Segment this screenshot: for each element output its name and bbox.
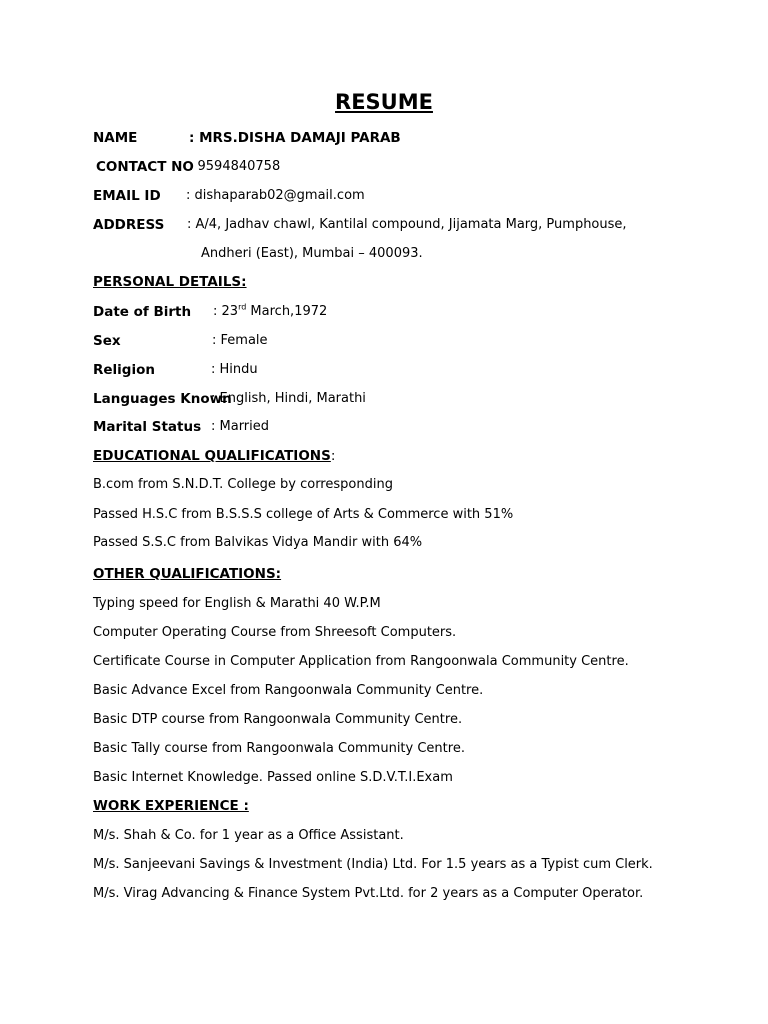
list-item: B.com from S.N.D.T. College by corresponding [93, 477, 393, 492]
list-item: Passed H.S.C from B.S.S.S college of Arts & Commerce with 51% [93, 507, 514, 522]
languages-value: : English, Hindi, Marathi [211, 391, 366, 406]
sex-value: : Female [212, 333, 268, 348]
list-item: Basic Advance Excel from Rangoonwala Community Centre. [93, 683, 484, 698]
email-value: : dishaparab02@gmail.com [186, 188, 365, 203]
sex-label: Sex [93, 333, 121, 349]
list-item: M/s. Virag Advancing & Finance System Pvt.Ltd. for 2 years as a Computer Operator. [93, 886, 644, 901]
list-item: Computer Operating Course from Shreesoft Computers. [93, 625, 457, 640]
contact-label: CONTACT NO [96, 159, 194, 175]
marital-value: : Married [211, 419, 270, 434]
list-item: Basic DTP course from Rangoonwala Community Centre. [93, 712, 463, 727]
list-item: M/s. Shah & Co. for 1 year as a Office Assistant. [93, 828, 404, 843]
languages-label: Languages Known [93, 391, 232, 407]
dob-label: Date of Birth [93, 304, 192, 320]
contact-value: : 9594840758 [189, 159, 281, 174]
personal-details-heading: PERSONAL DETAILS: [93, 274, 247, 290]
address-line-2: Andheri (East), Mumbai – 400093. [201, 246, 423, 261]
resume-title: RESUME [335, 90, 433, 114]
religion-label: Religion [93, 362, 155, 378]
religion-value: : Hindu [211, 362, 258, 377]
marital-label: Marital Status [93, 419, 202, 435]
dob-value: : 23rd March,1972 [213, 302, 328, 319]
list-item: Certificate Course in Computer Application from Rangoonwala Community Centre. [93, 654, 629, 669]
list-item: Passed S.S.C from Balvikas Vidya Mandir with 64% [93, 535, 423, 550]
name-label: NAME [93, 130, 138, 146]
work-experience-heading: WORK EXPERIENCE : [93, 798, 249, 814]
list-item: Basic Tally course from Rangoonwala Community Centre. [93, 741, 465, 756]
name-value: : MRS.DISHA DAMAJI PARAB [189, 130, 401, 146]
education-heading: EDUCATIONAL QUALIFICATIONS: [93, 448, 336, 464]
email-label: EMAIL ID [93, 188, 161, 204]
other-qualifications-heading: OTHER QUALIFICATIONS: [93, 566, 282, 582]
list-item: Basic Internet Knowledge. Passed online S.D.V.T.I.Exam [93, 770, 453, 785]
address-line-1: : A/4, Jadhav chawl, Kantilal compound, Jijamata Marg, Pumphouse, [187, 217, 627, 232]
list-item: M/s. Sanjeevani Savings & Investment (India) Ltd. For 1.5 years as a Typist cum Clerk. [93, 857, 653, 872]
address-label: ADDRESS [93, 217, 165, 233]
list-item: Typing speed for English & Marathi 40 W.P.M [93, 596, 381, 611]
